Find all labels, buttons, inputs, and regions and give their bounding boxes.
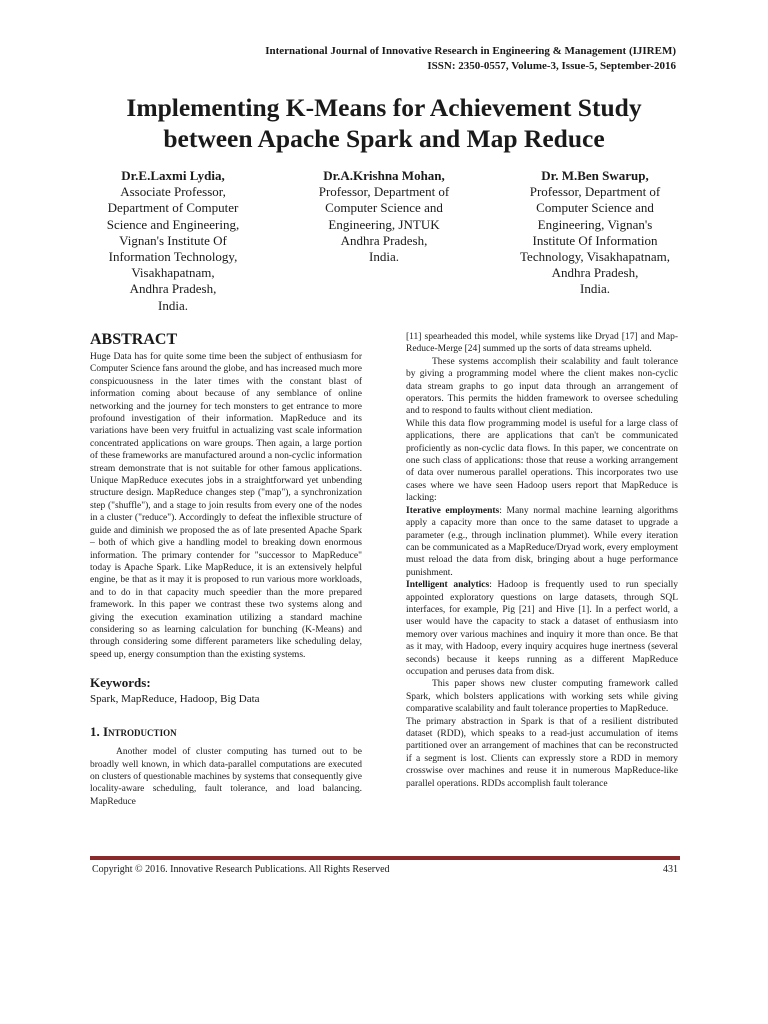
author-2-line: Professor, Department of (318, 184, 450, 200)
journal-issn: ISSN: 2350-0557, Volume-3, Issue-5, September-2016 (427, 60, 676, 72)
author-3-line: Computer Science and (536, 200, 654, 216)
author-3-line: Technology, Visakhapatnam, (520, 249, 670, 265)
paragraph-systems: These systems accomplish their scalability and fault tolerance by giving a programming model where the client makes non-cyclic data stream graphs to go input data through an arrangement of operators. This permits the hidden framework to oversee scheduling and to respond to faults without client mediation. (406, 356, 678, 417)
author-1-line: Science and Engineering, (106, 216, 240, 232)
author-1-line: Department of Computer (107, 200, 239, 216)
author-1-line: Visakhapatnam, (131, 265, 215, 281)
page-number: 431 (663, 864, 678, 875)
left-column (90, 330, 362, 808)
author-1 (96, 168, 250, 314)
copyright-notice: Copyright © 2016. Innovative Research Publications. All Rights Reserved (92, 864, 390, 875)
author-1-line: Information Technology, (108, 249, 238, 265)
author-3-name: Dr. M.Ben Swarup, (541, 168, 649, 183)
author-1-line: Vignan's Institute Of (119, 232, 227, 248)
right-column (406, 331, 678, 790)
paragraph-spark: This paper shows new cluster computing framework called Spark, which bolsters applications with working sets while giving comparative scalability and fault tolerance properties to MapReduce. (406, 679, 678, 715)
author-1-line: India. (158, 297, 188, 313)
abstract-heading: ABSTRACT (90, 331, 178, 348)
author-2-line: Andhra Pradesh, (340, 232, 428, 248)
author-1-name: Dr.E.Laxmi Lydia, (121, 168, 225, 183)
author-3-line: Institute Of Information (532, 232, 658, 248)
iterative-label: Iterative employments (406, 505, 500, 516)
author-3-line: Professor, Department of (529, 184, 661, 200)
keywords-heading: Keywords: (90, 675, 151, 691)
iterative-text: : Many normal machine learning algorithms apply a capacity more than once to the same dataset to upgrade a parameter (e.g., through inclination plummet). While every iteration can be communicated as a MapReduce/Dryad work, every employment must reload the data from disk, bringing about a huge performance punishment. (406, 505, 679, 578)
intro-heading: 1. Introduction (90, 724, 177, 740)
author-1-line: Andhra Pradesh, (129, 281, 217, 297)
intro-paragraph: Another model of cluster computing has turned out to be broadly well known, in which data-parallel computations are executed on clusters of questionable machines by systems that consequently give locality-aware scheduling, fault tolerance, and load balancing. MapReduce (90, 747, 363, 807)
paragraph-dataflow: While this data flow programming model is useful for a large class of applications, there are applications that can't be communicated proficiently as non-cyclic data flows. In this paper, we concentrate on one such class of applications: those that reuse a working arrangement of data over numerous parallel operations. This incorporates two use cases where we have seen Hadoop users report that MapReduce is lacking: (406, 418, 678, 504)
paragraph-rdd: The primary abstraction in Spark is that of a resilient distributed dataset (RDD), which speaks to a read-just accumulation of items partitioned over an arrangement of machines that can be reconstructed if a segment is lost. Clients can expressly store a RDD in memory crosswise over machines and reuse it in numerous MapReduce-like parallel operations. RDDs accomplish fault tolerance (406, 716, 678, 789)
paper-title (60, 92, 708, 154)
analytics-label: Intelligent analytics (406, 580, 490, 591)
keywords-text: Spark, MapReduce, Hadoop, Big Data (90, 693, 260, 706)
author-3-line: Andhra Pradesh, (551, 265, 639, 281)
analytics-text: : Hadoop is frequently used to run specially appointed exploratory questions on large datasets, through SQL interfaces, for example, Pig [21] and Hive [1]. In a perfect world, a user would have the capacity to stack a dataset of enthusiasm into memory over various machines and inquiry it more than once. Be that as it may, with Hadoop, every inquiry acquires huge inertness (several seconds) because it keeps running as a different MapReduce occupation and peruses data from disk. (406, 580, 678, 677)
paragraph-iterative (406, 505, 678, 579)
author-2-name: Dr.A.Krishna Mohan, (323, 168, 445, 183)
author-3-line: Engineering, Vignan's (537, 216, 653, 232)
footer-rule (90, 856, 680, 860)
abstract-text: Huge Data has for quite some time been the subject of enthusiasm for Computer Science fans around the globe, and has increased much more conspicuousness in the later times with the constant blast of information coming about because of any semblance of online networking and the journey for tech monsters to get entrance to more profound investigation of their information. MapReduce and its variations have been very fruitful in actualizing vast scale information concentrated applications on ware groups. Then again, a large portion of these frameworks are manufactured around a non-cyclic information stream demonstrate that is not suitable for other famous applications. Unique MapReduce executes jobs in a straightforward yet unbending structure design. MapReduce changes step ("map"), a synchronization step ("shuffle"), and a stage to join results from every one of the nodes in a cluster ("reduce"). Accordingly to defeat the inflexible structure of guide and diminish we proposed the as of late presented Apache Spark – both of which give a handling model to breaking down enormous information. The primary contender for "successor to MapReduce" today is Apache Spark. Like MapReduce, it is an extensively helpful engine, be that as it may it is proposed to run various more workloads, and to do in that capacity much speedier than the more prepared framework. In this paper we contrast these two systems along and giving the execution examination utilizing a standard machine considering so as learning calculation for bunching (K-Means) and through considering some different parameters like scheduling delay, speed up, energy consumption than the existing systems. (90, 352, 362, 660)
title-line-1: Implementing K-Means for Achievement Study (126, 93, 642, 122)
author-2-line: Engineering, JNTUK (328, 216, 440, 232)
journal-header (265, 44, 676, 74)
author-1-line: Associate Professor, (120, 184, 226, 200)
author-3-line: India. (580, 281, 610, 297)
author-3 (512, 168, 678, 298)
author-2-line: India. (369, 249, 399, 265)
title-line-2: between Apache Spark and Map Reduce (163, 124, 605, 153)
paragraph-continued: [11] spearheaded this model, while systems like Dryad [17] and Map-Reduce-Merge [24] summed up the sorts of data streams upheld. (406, 332, 678, 355)
paragraph-analytics (406, 579, 678, 678)
author-2-line: Computer Science and (325, 200, 443, 216)
author-2 (302, 168, 466, 265)
journal-name: International Journal of Innovative Research in Engineering & Management (IJIREM) (265, 45, 676, 57)
